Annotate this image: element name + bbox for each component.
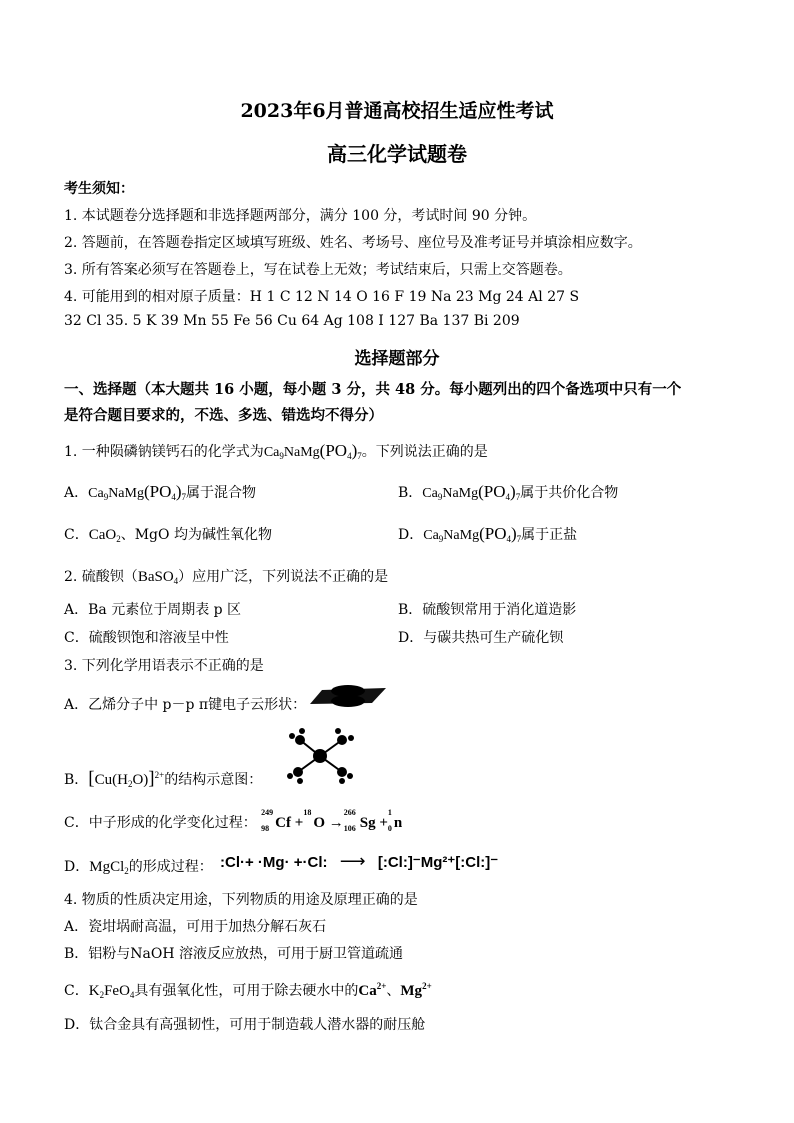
q4-stem: 4. 物质的性质决定用途，下列物质的用途及原理正确的是 (64, 892, 418, 908)
q4-option-c: C．$K_2FeO_4$具有强氧化性，可用于除去硬水中的$Ca^{2+}$、$Mg^{2+}$ (64, 981, 432, 1000)
q1-option-a: A．$Ca_9NaMg(PO_4)_7$属于混合物 (64, 482, 257, 502)
lewis-product: [:Cl:]⁻Mg²⁺[:Cl:]⁻ (377, 854, 499, 871)
exam-subtitle: 高三化学试题卷 (327, 142, 467, 166)
cu-complex-structure-image (280, 728, 360, 784)
q2-stem: 2. 硫酸钡（BaSO$_4$）应用广泛，下列说法不正确的是 (64, 569, 389, 586)
q3-option-b: B．$[Cu(H_2O)]^{2+}$的结构示意图： (64, 768, 263, 789)
section-instruction-1: 一、选择题（本大题共 16 小题，每小题 3 分，共 48 分。每小题列出的四个备选项中只有一个 (64, 381, 682, 398)
notice-heading: 考生须知： (64, 181, 134, 197)
q4-option-a: A．瓷坩埚耐高温，可用于加热分解石灰石 (64, 919, 327, 935)
q1-stem: 1. 一种陨磷钠镁钙石的化学式为$Ca_9NaMg(PO_4)_7$。下列说法正确的是 (64, 441, 488, 461)
notice-item-3: 3. 所有答案必须写在答题卷上，写在试卷上无效；考试结束后，只需上交答题卷。 (64, 262, 572, 278)
q2-option-b: B．硫酸钡常用于消化道造影 (398, 602, 577, 618)
mgcl2-formation-diagram (220, 851, 498, 872)
q3-option-c: C．中子形成的化学变化过程： 249 98 Cf + 18 O → 266 106 Sg + 1 0 n (64, 807, 403, 833)
exam-title: 2023年6月普通高校招生适应性考试 (240, 100, 554, 122)
reaction-arrow-icon: ⟶ (339, 851, 366, 871)
section-instruction-2: 是符合题目要求的，不选、多选、错选均不得分） (64, 407, 383, 424)
q4-option-d: D．钛合金具有高强韧性，可用于制造载人潜水器的耐压舱 (64, 1017, 426, 1033)
q3-stem: 3. 下列化学用语表示不正确的是 (64, 658, 264, 674)
q2-option-d: D．与碳共热可生产硫化钡 (398, 630, 564, 646)
q1-option-b: B．$Ca_9NaMg(PO_4)_7$属于共价化合物 (398, 482, 619, 502)
lewis-reactants: :Cl·+ ·Mg· +·Cl: (220, 854, 328, 871)
q2-option-a: A．Ba 元素位于周期表 p 区 (64, 602, 242, 618)
notice-item-2: 2. 答题前，在答题卷指定区域填写班级、姓名、考场号、座位号及准考证号并填涂相应数字。 (64, 235, 642, 251)
q2-option-c: C．硫酸钡饱和溶液呈中性 (64, 630, 229, 646)
notice-item-4: 4. 可能用到的相对原子质量：H 1 C 12 N 14 O 16 F 19 Na 23 Mg 24 Al 27 S (64, 289, 580, 305)
pi-bond-cloud-image (306, 684, 388, 708)
q4-option-b: B．铝粉与NaOH 溶液反应放热，可用于厨卫管道疏通 (64, 946, 404, 962)
q3-option-a: A．乙烯分子中 p－p π键电子云形状： (64, 697, 307, 713)
notice-item-1: 1. 本试题卷分选择题和非选择题两部分，满分 100 分，考试时间 90 分钟。 (64, 208, 537, 224)
notice-item-4-cont: 32 Cl 35. 5 K 39 Mn 55 Fe 56 Cu 64 Ag 108 I 127 Ba 137 Bi 209 (64, 313, 520, 329)
q1-option-c: C．CaO$_2$、MgO 均为碱性氧化物 (64, 527, 272, 544)
q1-option-d: D．$Ca_9NaMg(PO_4)_7$属于正盐 (398, 524, 578, 544)
q3-option-d: D．MgCl$_2$的形成过程： (64, 859, 213, 876)
section-title: 选择题部分 (354, 349, 440, 369)
